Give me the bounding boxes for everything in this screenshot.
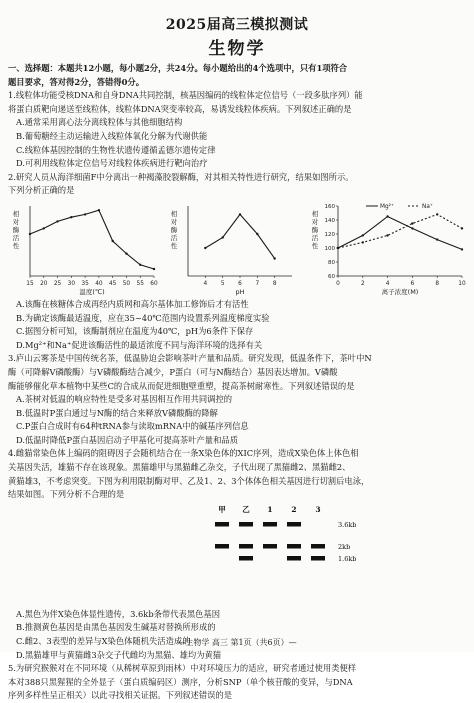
gel-band <box>311 556 325 561</box>
q1-option-d: D.可利用线粒体定位信号对线粒体疾病进行靶向治疗 <box>16 158 208 169</box>
x-tick-label: 30 <box>67 280 76 287</box>
q2-charts <box>8 198 466 298</box>
gel-lane-label: 甲 <box>218 504 226 514</box>
y-axis-label-char: 性 <box>170 241 178 250</box>
gel-band <box>263 522 277 527</box>
data-point <box>239 213 241 215</box>
ion-chart-svg <box>308 198 466 298</box>
q3-option-d: D.低温时降低P蛋白基因启动子甲基化可提高茶叶产量和品质 <box>16 434 239 445</box>
q2-stem: 下列分析正确的是 <box>8 185 75 196</box>
x-tick-label: 15 <box>26 280 34 287</box>
legend-label: Mg²⁺ <box>380 203 395 210</box>
y-tick-label: 160 <box>324 203 335 210</box>
x-tick-label: 6 <box>238 280 242 287</box>
q3-stem: 酶（可降解V磷酸酶）与V磷酸酶结合减少，P蛋白（可与N酶结合）基因表达增加。V磷酸 <box>8 366 338 377</box>
y-axis-label-char: 相 <box>311 209 319 218</box>
x-tick-label: 4 <box>203 280 208 287</box>
x-tick-label: 45 <box>108 280 117 287</box>
x-tick-label: 4 <box>385 280 390 287</box>
data-point <box>70 216 72 218</box>
q2-option-a: A.该酶在核糖体合成再经内质网和高尔基体加工修饰后才有活性 <box>16 298 249 309</box>
ph-chart <box>166 198 296 303</box>
instruction-line: 题目要求，答对得2分，答错得0分。 <box>8 76 145 87</box>
q3-option-c: C.P蛋白合成时有64种tRNA参与读取mRNA中的碱基序列信息 <box>16 421 249 432</box>
y-axis-label-char: 对 <box>311 217 319 226</box>
y-axis-label-char: 酶 <box>311 225 319 234</box>
x-axis-label: 温度(℃) <box>79 287 105 296</box>
gel-band <box>311 544 325 549</box>
gel-size-label: 3.6kb <box>338 520 357 529</box>
data-point <box>221 236 223 238</box>
page-footer: —生物学 高三 第1页（共6页）— <box>177 638 297 647</box>
gel-band <box>239 522 253 527</box>
gel-size-label: 2kb <box>338 542 351 551</box>
data-point <box>386 215 388 217</box>
x-tick-label: 8 <box>435 280 440 287</box>
x-tick-label: 6 <box>410 280 415 287</box>
y-axis-label-char: 性 <box>311 241 319 250</box>
q2-option-c: C.据图分析可知，该酶制剂应在温度为40℃，pH为6条件下保存 <box>16 326 254 337</box>
q1-stem: 将蛋白质靶向递送至线粒体，线粒体DNA突变率较高，易诱发线粒体疾病。下列叙述正确的是 <box>8 103 352 114</box>
x-axis-label: 离子浓度(M) <box>381 287 419 296</box>
x-tick-label: 55 <box>136 280 144 287</box>
q3-option-b: B.低温时P蛋白通过与N酶的结合来释放V磷酸酶的降解 <box>16 407 218 418</box>
x-tick-label: 40 <box>95 280 103 287</box>
x-tick-label: 5 <box>220 280 225 287</box>
legend-label: Na⁺ <box>422 203 433 210</box>
q4-stem: 结果如图。下列分析不合理的是 <box>8 489 125 500</box>
data-point <box>461 248 463 250</box>
y-axis-label-char: 性 <box>12 241 20 250</box>
x-tick-label: 0 <box>336 280 340 287</box>
gel-band <box>287 556 301 561</box>
q4-stem: 黄猫雄3，不考虑突变。下图为利用限制酶对甲、乙及1、2、3个体体色相关基因进行切割后电泳， <box>8 475 370 486</box>
x-tick-label: 25 <box>53 280 62 287</box>
data-point <box>436 213 438 215</box>
data-point <box>139 264 141 266</box>
data-point <box>337 247 339 249</box>
q4-stem: 4.雌猫常染色体上编码的阻碍因子会随机结合在一条X染色体的XIC序列，造成X染色体上体色相 <box>8 448 359 459</box>
q2-option-d: D.Mg²⁺和Na⁺促进该酶活性的最适浓度不同与海洋环境的选择有关 <box>16 339 263 350</box>
y-axis-label-char: 酶 <box>12 225 20 234</box>
data-point <box>362 241 364 243</box>
q3-stem: 酶能够催化草本植物中某些C的合成从而促进细胞壁重塑，提高茶树耐寒性。下列叙述错误的是 <box>8 380 355 391</box>
x-tick-label: 20 <box>40 280 48 287</box>
data-point <box>386 234 388 236</box>
data-point <box>153 268 155 270</box>
y-axis-label-char: 对 <box>12 217 20 226</box>
data-point <box>98 209 100 211</box>
x-axis-label: pH <box>235 287 245 296</box>
y-axis-label-char: 对 <box>170 217 178 226</box>
y-axis-label-char: 相 <box>12 209 20 218</box>
q5-stem: 5.为研究猴猴对在不同环境（从稀树草原到雨林）中对环境压力的适应，研究者通过使用类便样 <box>8 663 357 674</box>
q4-option-d: D.黑猫雄甲与黄猫雌3杂交子代雌均为黑猫、雄均为黄猫 <box>16 649 222 660</box>
gel-band <box>287 522 301 527</box>
data-point <box>204 247 206 249</box>
series-line <box>338 214 462 248</box>
q1-option-c: C.线粒体基因控制的生物性状遗传遵循孟德尔遗传定律 <box>16 144 216 155</box>
gel-lane-label: 乙 <box>242 504 250 514</box>
x-tick-label: 2 <box>360 280 365 287</box>
y-axis-label-char: 活 <box>12 233 20 242</box>
x-tick-label: 50 <box>122 280 131 287</box>
data-point <box>125 252 127 254</box>
data-point <box>43 227 45 229</box>
data-point <box>411 222 413 224</box>
y-axis-label-char: 酶 <box>170 225 178 234</box>
x-tick-label: 60 <box>150 280 158 287</box>
q1-option-b: B.葡萄糖经主动运输进入线粒体氧化分解为代谢供能 <box>16 130 208 141</box>
y-axis-label-char: 相 <box>170 209 178 218</box>
q2-option-b: B.为确定该酶最适温度，应在35~40℃范围内设置系列温度梯度实验 <box>16 312 270 323</box>
y-tick-label: 120 <box>324 231 335 238</box>
data-point <box>362 234 364 236</box>
exam-body <box>8 62 466 703</box>
gel-band <box>287 544 301 549</box>
data-point <box>461 227 463 229</box>
data-point <box>411 227 413 229</box>
subject-title: 生物学 <box>208 39 266 59</box>
series-line <box>205 214 274 258</box>
q5-stem: 本对388只黑猩猩的全外显子（蛋白质编码区）测序，分析SNP（单个核苷酸的变异，与DNA <box>8 676 353 687</box>
y-tick-label: 80 <box>328 259 335 266</box>
ion-chart <box>308 198 466 303</box>
gel-band <box>263 544 277 549</box>
gel-band <box>239 544 253 549</box>
gel-lane-label: 3 <box>315 504 321 514</box>
temperature-chart <box>8 198 158 303</box>
q4-option-b: B.推测黄色基因是由黑色基因发生碱基对替换所形成的 <box>16 622 216 633</box>
q1-stem: 1.线粒体功能受核DNA和自身DNA共同控制，核基因编码的线粒体定位信号（一段多肽序列）能 <box>8 90 363 101</box>
q4-stem: 关基因失活，雄猫不存在该现象。黑猫雄甲与黑猫雌乙杂交，子代出现了黑猫雌2、黑猫雌2、 <box>8 462 351 473</box>
q3-stem: 3.庐山云雾茶是中国传统名茶，低温胁迫会影响茶叶产量和品质。研究发现，低温条件下，茶叶中N <box>8 353 372 364</box>
y-tick-label: 100 <box>324 245 335 252</box>
gel-svg <box>8 502 466 608</box>
gel-band <box>215 544 229 549</box>
q4-option-a: A.黑色为伴X染色体显性遗传，3.6kb条带代表黑色基因 <box>16 608 221 619</box>
y-tick-label: 60 <box>328 273 335 280</box>
q3-option-a: A.茶树对低温的响应特性是受多对基因相互作用共同调控的 <box>16 394 233 405</box>
instruction-line: 一、选择题：本题共12小题，每小题2分，共24分。每小题给出的4个选项中，只有1项符合 <box>8 63 348 73</box>
x-tick-label: 7 <box>255 280 260 287</box>
x-tick-label: 8 <box>272 280 277 287</box>
x-tick-label: 35 <box>81 280 89 287</box>
data-point <box>84 213 86 215</box>
series-line <box>30 210 154 269</box>
data-point <box>56 220 58 222</box>
exam-title: 2025届高三模拟测试 <box>165 17 309 33</box>
data-point <box>436 238 438 240</box>
gel-lane-label: 2 <box>291 504 297 514</box>
y-tick-label: 140 <box>324 217 335 224</box>
q1-option-a: A.通常采用离心法分离线粒体与其他细胞结构 <box>16 117 183 128</box>
x-tick-label: 10 <box>458 280 466 287</box>
ph-chart-svg <box>166 198 296 298</box>
q2-stem: 2.研究人员从海洋细菌F中分离出一种褐藻胶裂解酶，对其相关特性进行研究，结果如图所示。 <box>8 171 354 182</box>
temperature-chart-svg <box>8 198 158 298</box>
data-point <box>29 233 31 235</box>
electrophoresis-gel <box>8 502 466 608</box>
series-line <box>338 216 462 249</box>
y-axis-label-char: 活 <box>311 233 319 242</box>
gel-size-label: 1.6kb <box>338 554 357 563</box>
data-point <box>256 233 258 235</box>
gel-band <box>215 522 229 527</box>
data-point <box>273 257 275 259</box>
data-point <box>111 240 113 242</box>
gel-lane-label: 1 <box>267 504 273 514</box>
q4-option-c: C.雌2、3表型的差异与X染色体随机失活造成的 <box>16 636 191 647</box>
q5-stem: 序列多样性呈正相关）以此寻找相关证据。下列叙述错误的是 <box>8 690 233 701</box>
gel-band <box>239 556 253 561</box>
y-axis-label-char: 活 <box>170 233 178 242</box>
